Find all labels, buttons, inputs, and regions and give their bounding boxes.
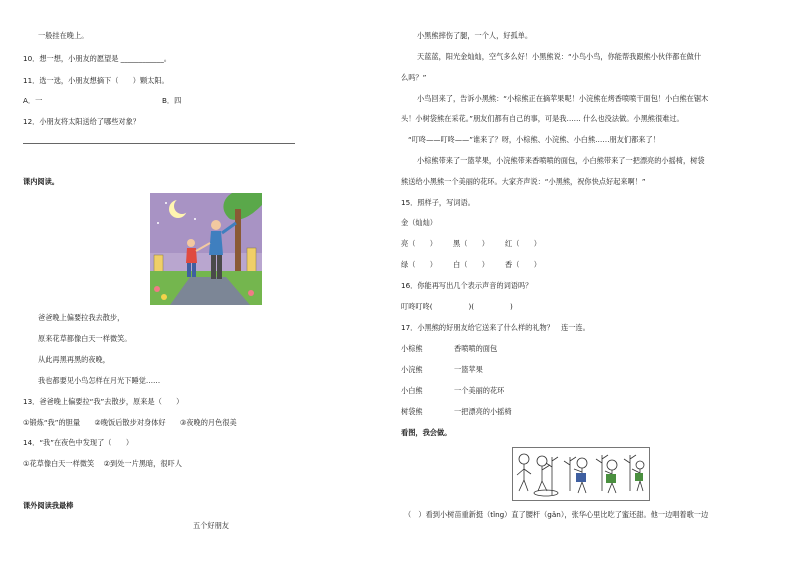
question-14: 14．“我”在夜色中发现了（ ）	[23, 438, 134, 447]
story-para-3-cont: 头！小树袋熊在采花。”朋友们都有自己的事，可是我…… 什么也没法做。小黑熊很难过。	[401, 114, 684, 123]
story-para-2: 天蓝蓝，阳光金灿灿，空气多么好！小黑熊说：“小鸟小鸟，你能帮我跟熊小伙伴都在做什	[417, 52, 702, 61]
poem-line-1: 爸爸晚上偏要拉我去散步，	[38, 313, 125, 322]
story-para-5: 小棕熊带来了一篮苹果，小浣熊带来香喷喷的面包，小白熊带来了一把漂亮的小摇椅，树袋	[417, 156, 705, 165]
question-17: 17．小黑熊的好朋友给它送来了什么样的礼物？ 连一连。	[401, 323, 590, 332]
poem-line-4: 我也都要见小鸟怎样在月光下睡觉……	[38, 376, 161, 385]
question-11: 11．选一选，小朋友想摘下（ ）颗太阳。	[23, 76, 169, 85]
q15-blank-hei: 黑（ ）	[453, 239, 489, 248]
question-15: 15．照样子，写词语。	[401, 198, 475, 207]
q15-blank-hong: 红（ ）	[505, 239, 541, 248]
story-para-1: 小黑熊摔伤了腿，一个人，好孤单。	[417, 31, 533, 40]
match-right-2: 一篮苹果	[454, 365, 483, 374]
match-left-4: 树袋熊	[401, 407, 423, 416]
story-para-2-cont: 么吗？”	[401, 73, 427, 82]
question-13: 13．爸爸晚上偏要拉“我”去散步，原来是（ ）	[23, 397, 184, 406]
picture-question-text: （ ）看到小树苗重新挺（tǐng）直了腰杆（gǎn），张华心里比吃了蜜还甜。他一边唱着歌一边	[404, 510, 709, 519]
q15-blank-bai: 白（ ）	[453, 260, 489, 269]
match-right-1: 香喷喷的面包	[454, 344, 498, 353]
section-heading-in-class: 课内阅读。	[23, 177, 59, 186]
q15-blank-lv: 绿（ ）	[401, 260, 437, 269]
q16-blanks: 叮咚叮咚( )( )	[401, 302, 513, 311]
night-walk-illustration-icon	[150, 193, 262, 305]
q15-example: 金（灿灿）	[401, 218, 437, 227]
story-title: 五个好朋友	[193, 521, 229, 530]
children-planting-trees-illustration-icon	[512, 447, 650, 501]
poem-line-3: 从此再黑再黑的夜晚，	[38, 355, 110, 364]
match-left-3: 小白熊	[401, 386, 423, 395]
section-heading-extra-reading: 课外阅读我最棒	[23, 501, 74, 510]
match-left-2: 小浣熊	[401, 365, 423, 374]
story-para-3: 小鸟回来了，告诉小黑熊：“小棕熊正在摘苹果呢！小浣熊在烤香喷喷干面包！小白熊在锯木	[417, 94, 709, 103]
question-12: 12．小朋友将太阳送给了哪些对象？	[23, 117, 140, 126]
q15-blank-xiang: 香（ ）	[505, 260, 541, 269]
q11-option-b: B．四	[162, 96, 182, 105]
section-heading-picture: 看图，我会做。	[401, 428, 452, 437]
question-16: 16．你能再写出几个表示声音的词语吗？	[401, 281, 533, 290]
story-para-4: “叮咚——叮咚——”谁来了？呀，小棕熊、小浣熊、小白熊……朋友们都来了！	[408, 135, 660, 144]
q13-options: ①锻炼“我”的胆量 ②晚饭后散步对身体好 ③夜晚的月色很美	[23, 418, 237, 427]
q14-options: ①花草像白天一样微笑 ②到处一片黑暗，很吓人	[23, 459, 182, 468]
answer-line	[23, 143, 295, 144]
q15-blank-liang: 亮（ ）	[401, 239, 437, 248]
match-left-1: 小棕熊	[401, 344, 423, 353]
question-10: 10．想一想，小朋友的愿望是 ____________。	[23, 54, 171, 63]
poem-line-2: 原来花草都像白天一样微笑。	[38, 334, 132, 343]
story-para-5-cont: 熊送给小黑熊一个美丽的花环。大家齐声说：“小黑熊，祝你快点好起来啊！”	[401, 177, 646, 186]
match-right-4: 一把漂亮的小摇椅	[454, 407, 512, 416]
match-right-3: 一个美丽的花环	[454, 386, 505, 395]
line-continued: 一般挂在晚上。	[38, 31, 89, 40]
q11-option-a: A．一	[23, 96, 43, 105]
